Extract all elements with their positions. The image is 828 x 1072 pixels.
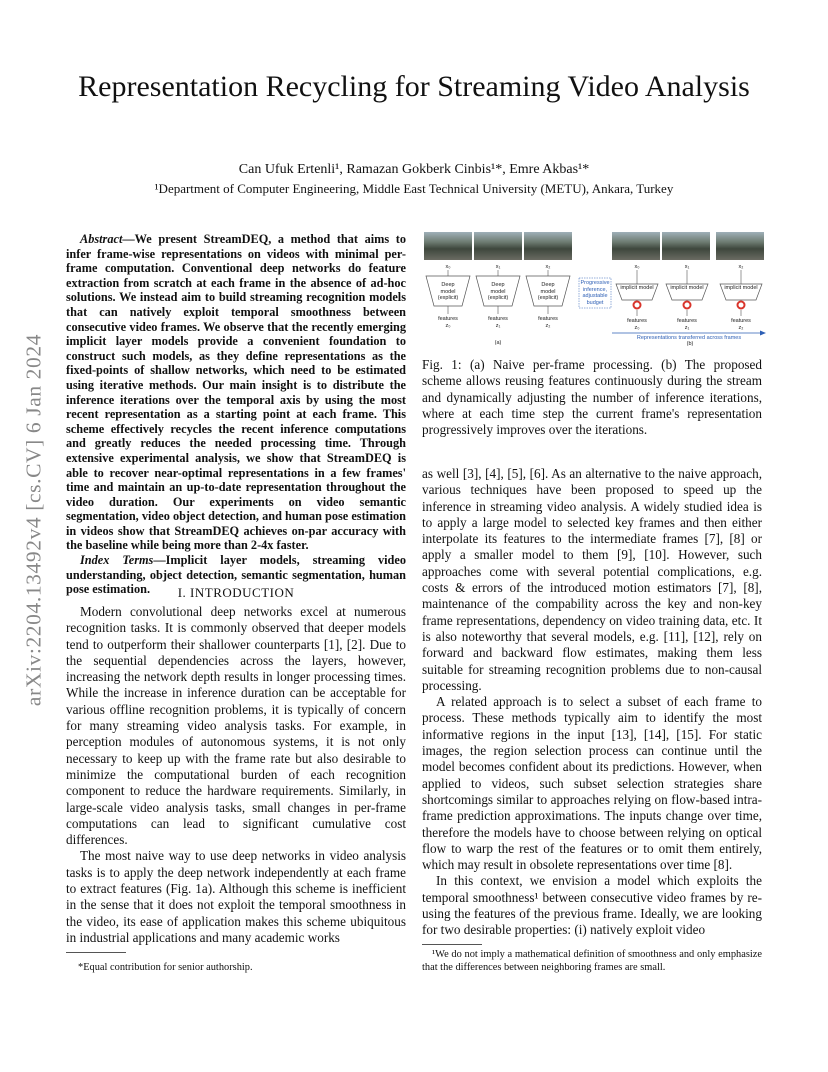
paper-title: Representation Recycling for Streaming Video Analysis [78, 70, 750, 103]
subfigure-b-label: (b) [686, 341, 694, 347]
introduction-text [66, 604, 406, 946]
video-frame [716, 232, 764, 260]
deep-model-label: Deep model (explicit) [487, 282, 509, 301]
arxiv-sidebar [14, 270, 54, 770]
video-frame [524, 232, 572, 260]
implicit-model-label: implicit model [620, 285, 654, 291]
index-terms-text: —Implicit layer models, streaming video understanding, object detection, semantic segmentation, human pose estimation. [66, 553, 406, 597]
deep-model-label: Deep model (explicit) [537, 282, 559, 301]
paper-authors: Can Ufuk Ertenli¹, Ramazan Gokberk Cinbis¹*, Emre Akbas¹* [238, 162, 590, 177]
feature-z-label: z₁ [684, 325, 690, 331]
implicit-model-label: implicit model [724, 285, 758, 291]
panel-a [424, 232, 572, 314]
video-frame [474, 232, 522, 260]
video-frame [612, 232, 660, 260]
features-label: features [538, 316, 558, 322]
figure-1 [422, 230, 768, 348]
video-frame [424, 232, 472, 260]
abstract [66, 232, 406, 597]
right-paragraph-2: A related approach is to select a subset of each frame to process. These methods typically aim to identify the most informative regions in the input [13], [14], [15]. For static images, the region selection process can continue until the model becomes confident about its predictions. However, when applied to videos, such subset selection strategies share shortcomings similar to approaches relying on flow-based intra-frame prediction approximations. The inputs change over time, therefore the models have to choose between relying on optical flow to warp the rest of the features or to omit them entirely, which may result in obsolete representations over time [8]. [422, 694, 762, 873]
deep-model-label: Deep model (explicit) [437, 282, 459, 301]
footnote-equal-contribution: *Equal contribution for senior authorship. [78, 962, 253, 973]
feature-z-label: z₀ [634, 325, 640, 331]
footnote-rule-right [422, 944, 482, 945]
iteration-loop-icon [684, 302, 691, 309]
input-frame-label: x₀ [445, 264, 451, 270]
arxiv-identifier: arXiv:2204.13492v4 [cs.CV] 6 Jan 2024 [21, 333, 46, 707]
transfer-label: Representations transferred across frames [636, 335, 742, 341]
paper-affiliation: ¹Department of Computer Engineering, Middle East Technical University (METU), Ankara, Turkey [154, 181, 674, 196]
footnote-rule-left [66, 952, 126, 953]
section-heading-introduction: I. INTRODUCTION [177, 585, 295, 600]
video-frame [662, 232, 710, 260]
input-frame-label: x₁ [495, 264, 501, 270]
feature-z-label: z₂ [738, 325, 744, 331]
abstract-text: —We present StreamDEQ, a method that aims to infer frame-wise representations on videos with minimal per-frame computation. Conventional deep networks do feature extraction from scratch at each frame in the absence of ad-hoc solutions. We instead aim to build streaming recognition models that can natively exploit temporal smoothness between consecutive video frames. We observe that the recently emerging implicit layer models provide a convenient foundation to construct such models, as they define representations as the fixed-points of shallow networks, which need to be estimated using iterative methods. Our main insight is to distribute the inference iterations over the temporal axis by using the most recent representation as a starting point at each frame. This scheme effectively recycles the recent inference computations and greatly reduces the needed processing time. Through extensive experimental analysis, we show that StreamDEQ is able to recover near-optimal representations in a few frames' time and maintain an up-to-date representation throughout the video duration. Our experiments on video semantic segmentation, video object detection, and human pose estimation in videos show that StreamDEQ achieves on-par accuracy with the baseline while being more than 2-4x faster. [66, 232, 406, 553]
abstract-label: Abstract [80, 232, 123, 246]
input-frame-label: x₂ [738, 264, 744, 270]
implicit-model-label: implicit model [670, 285, 704, 291]
input-frame-label: x₂ [545, 264, 551, 270]
features-label: features [438, 316, 458, 322]
features-label: features [731, 318, 751, 324]
footnote-smoothness: ¹We do not imply a mathematical definition of smoothness and only emphasize that the differences between neighboring frames are small. [422, 949, 762, 973]
right-paragraph-1: as well [3], [4], [5], [6]. As an alternative to the naive approach, various techniques have been proposed to speed up the inference in streaming video analysis. A widely studied idea is to apply a large model to selected key frames and then either interpolate its features to the intermediate frames [7], [8] or apply a smaller model to them [9], [10]. However, such approaches come with several potential complications, e.g. costs & errors of the introduced motion estimators [7], [8], maintenance of the compability across the key and non-key frame representations, dependency on video training data, etc. It is also noteworthy that several models, e.g. [11], [12], rely on forward and backward flow estimates, making them less suitable for streaming recognition problems due to non-causal processing. [422, 466, 762, 693]
features-label: features [627, 318, 647, 324]
input-frame-label: x₁ [684, 264, 690, 270]
feature-z-label: z₀ [445, 323, 451, 329]
features-label: features [488, 316, 508, 322]
subfigure-a-label: (a) [494, 340, 502, 346]
feature-z-label: z₁ [495, 323, 501, 329]
iteration-loop-icon [738, 302, 745, 309]
right-paragraph-3: In this context, we envision a model which exploits the temporal smoothness¹ between consecutive video frames by re-using the features of the previous frame. Ideally, we are looking for two desirable properties: (i) natively exploit video [422, 873, 762, 938]
index-terms-label: Index Terms [80, 553, 154, 568]
features-label: features [677, 318, 697, 324]
right-column-text [422, 466, 762, 939]
feature-z-label: z₂ [545, 323, 551, 329]
intro-paragraph-2: The most naive way to use deep networks in video analysis tasks is to apply the deep network independently at each frame to extract features (Fig. 1a). Although this scheme is inefficient in the sense that it does not exploit the temporal smoothness in the video, its ease of application makes this scheme ubiquitous in industrial applications and many academic works [66, 848, 406, 945]
progressive-inference-label: Progressive inference, adjustable budget [580, 280, 610, 306]
iteration-loop-icon [634, 302, 641, 309]
intro-paragraph-1: Modern convolutional deep networks excel at numerous recognition tasks. It is commonly observed that deeper models tend to outperform their shallower counterparts [1], [2]. Due to the sequential dependencies across the layers, however, increasing the network depth results in longer processing times. While the increase in inference duration can be acceptable for various offline recognition problems, it is typically of concern for many streaming video analysis tasks. For example, in perception modules of autonomous systems, it is not only necessary to keep up with the frame rate but also desirable to minimize the computational burden of each recognition component to reduce the hardware requirements. Similarly, in large-scale video analysis tasks, small changes in per-frame computations can lead to significant cumulative cost differences. [66, 604, 406, 848]
input-frame-label: x₀ [634, 264, 640, 270]
figure-1-caption: Fig. 1: (a) Naive per-frame processing. (b) The proposed scheme allows reusing features continuously during the stream and dynamically adjusting the number of inference iterations, where at each time step the current frame's representation progressively improves over the iterations. [422, 357, 762, 438]
